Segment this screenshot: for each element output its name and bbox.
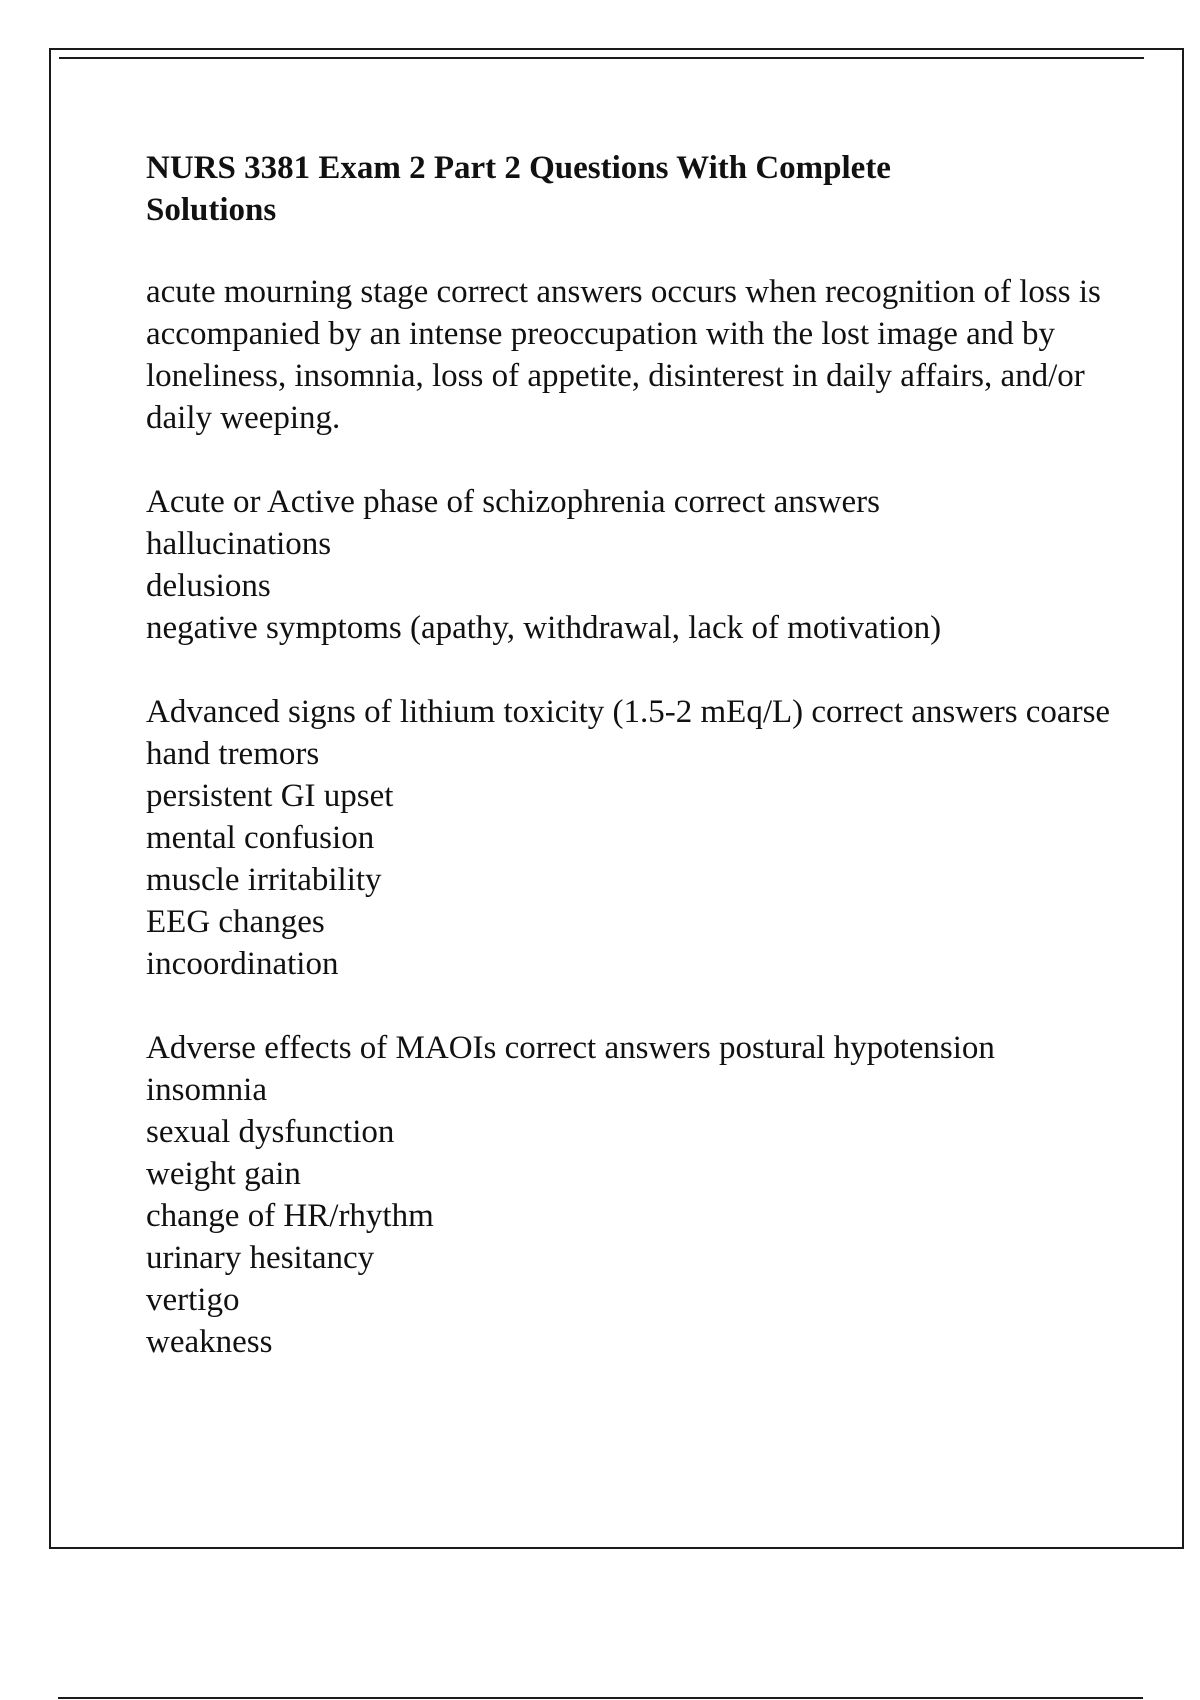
entry-text: Advanced signs of lithium toxicity (1.5-2 mEq/L) correct answers coarse hand tremors xyxy=(146,694,1111,772)
answer-line: urinary hesitancy xyxy=(146,1240,375,1276)
answer-line: persistent GI upset xyxy=(146,778,394,814)
qa-entry-acute-mourning xyxy=(146,271,1146,439)
answer-line: negative symptoms (apathy, withdrawal, lack of motivation) xyxy=(146,610,942,646)
bottom-rule xyxy=(58,1697,1143,1699)
answer-line: EEG changes xyxy=(146,904,325,940)
entry-text: acute mourning stage correct answers occurs when recognition of loss is accompanied by an intense preoccupation with the lost image and by loneliness, insomnia, loss of appetite, disinterest in daily affairs, and/or daily weeping. xyxy=(146,274,1101,436)
answer-line: incoordination xyxy=(146,946,339,982)
page-frame xyxy=(49,48,1184,1549)
answer-line: mental confusion xyxy=(146,820,375,856)
answer-line: insomnia xyxy=(146,1072,267,1108)
answer-line: hallucinations xyxy=(146,526,332,562)
answer-line: muscle irritability xyxy=(146,862,382,898)
qa-entry-lithium-toxicity xyxy=(146,691,1146,985)
document-title: NURS 3381 Exam 2 Part 2 Questions With Complete Solutions xyxy=(146,150,891,228)
answer-line: change of HR/rhythm xyxy=(146,1198,434,1234)
qa-entry-maoi-effects xyxy=(146,1027,1146,1363)
entry-text: Adverse effects of MAOIs correct answers postural hypotension xyxy=(146,1030,995,1066)
entry-text: Acute or Active phase of schizophrenia correct answers xyxy=(146,484,880,520)
top-rule xyxy=(59,57,1144,59)
answer-line: delusions xyxy=(146,568,271,604)
answer-line: sexual dysfunction xyxy=(146,1114,395,1150)
answer-line: weakness xyxy=(146,1324,273,1360)
document-body xyxy=(146,147,1146,1405)
answer-line: weight gain xyxy=(146,1156,301,1192)
qa-entry-schizophrenia xyxy=(146,481,1146,649)
answer-line: vertigo xyxy=(146,1282,240,1318)
